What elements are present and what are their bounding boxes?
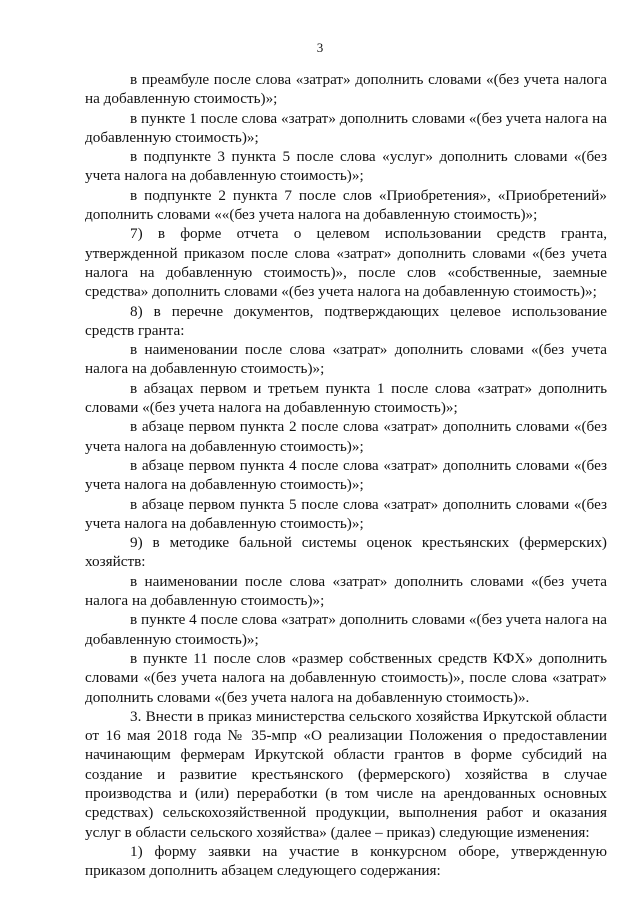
paragraph: в абзаце первом пункта 4 после слова «затрат» дополнить словами «(без учета налога на добавленную стоимость)»; [85, 456, 607, 494]
paragraph: в подпункте 2 пункта 7 после слов «Приобретения», «Приобретений» дополнить словами ««(без учета налога на добавленную стоимость)»; [85, 186, 607, 224]
paragraph: в преамбуле после слова «затрат» дополнить словами «(без учета налога на добавленную стоимость)»; [85, 71, 607, 108]
document-body [85, 70, 607, 880]
paragraph: в абзацах первом и третьем пункта 1 после слова «затрат» дополнить словами «(без учета налога на добавленную стоимость)»; [85, 379, 607, 417]
paragraph: 1) форму заявки на участие в конкурсном оборе, утвержденную приказом дополнить абзацем следующего содержания: [85, 842, 607, 880]
paragraph: в наименовании после слова «затрат» дополнить словами «(без учета налога на добавленную стоимость)»; [85, 341, 607, 378]
page-number: 3 [316, 40, 324, 55]
paragraph: 8) в перечне документов, подтверждающих целевое использование средств гранта: [85, 302, 607, 339]
paragraph: в наименовании после слова «затрат» дополнить словами «(без учета налога на добавленную стоимость)»; [85, 572, 607, 610]
paragraph: 7) в форме отчета о целевом использовании средств гранта, утвержденной приказом после слова «затрат» дополнить словами «(без учета налога на добавленную стоимость)», после слов «собственные, заемные средства» дополнить словами «(без учета налога на добавленную стоимость)»; [85, 225, 607, 301]
paragraph: в абзаце первом пункта 2 после слова «затрат» дополнить словами «(без учета налога на добавленную стоимость)»; [85, 418, 607, 455]
paragraph: 9) в методике бальной системы оценок крестьянских (фермерских) хозяйств: [85, 534, 607, 571]
paragraph: в пункте 11 после слов «размер собственных средств КФХ» дополнить словами «(без учета налога на добавленную стоимость)», после слова «затрат» дополнить словами «(без учета налога на добавленную стоимость)». [85, 649, 607, 706]
paragraph: в подпункте 3 пункта 5 после слова «услуг» дополнить словами «(без учета налога на добавленную стоимость)»; [85, 148, 607, 185]
paragraph: в пункте 1 после слова «затрат» дополнить словами «(без учета налога на добавленную стоимость)»; [85, 109, 607, 146]
paragraph: в абзаце первом пункта 5 после слова «затрат» дополнить словами «(без учета налога на добавленную стоимость)»; [85, 495, 607, 532]
paragraph: в пункте 4 после слова «затрат» дополнить словами «(без учета налога на добавленную стоимость)»; [85, 611, 607, 648]
paragraph: 3. Внести в приказ министерства сельского хозяйства Иркутской области от 16 мая 2018 года № 35-мпр «О реализации Положения о предоставлении начинающим фермерам Иркутской области грантов в форме субсидий на создание и развитие крестьянского (фермерского) хозяйства в случае производства и (или) переработки (в том числе на арендованных основных средствах) сельскохозяйственной продукции, выполнения работ и оказания услуг в области сельского хозяйства» (далее – приказ) следующие изменения: [85, 707, 607, 841]
